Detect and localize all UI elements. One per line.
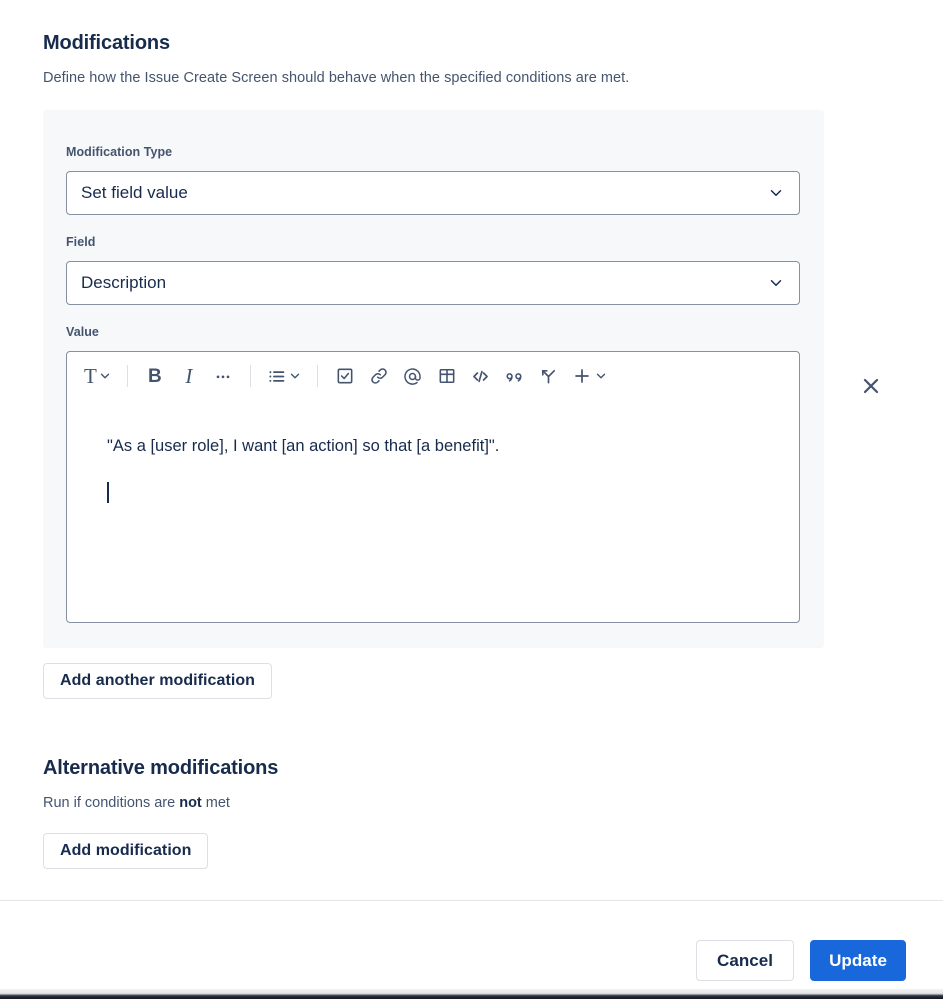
alt-desc-prefix: Run if conditions are xyxy=(43,795,180,811)
rich-text-editor[interactable] xyxy=(66,351,800,623)
toolbar-group-inline-format xyxy=(140,360,238,392)
more-formatting-button[interactable] xyxy=(208,360,238,392)
bold-button[interactable] xyxy=(140,360,170,392)
code-icon xyxy=(470,366,491,387)
quote-icon xyxy=(504,366,525,387)
code-snippet-button[interactable] xyxy=(466,360,496,392)
page-title: Modifications xyxy=(43,32,170,54)
alt-desc-bold: not xyxy=(179,795,202,811)
ellipsis-icon xyxy=(213,366,233,386)
add-another-modification-button[interactable]: Add another modification xyxy=(43,663,272,699)
toolbar-separator xyxy=(250,365,251,387)
chevron-down-icon xyxy=(767,184,785,202)
editor-caret-line xyxy=(107,482,759,508)
table-button[interactable] xyxy=(432,360,462,392)
bold-icon: B xyxy=(147,365,162,387)
editor-paragraph: "As a [user role], I want [an action] so that [a benefit]". xyxy=(107,437,500,455)
branch-button[interactable] xyxy=(534,360,564,392)
chevron-down-icon xyxy=(288,369,302,383)
remove-modification-button[interactable] xyxy=(855,370,887,402)
italic-button[interactable] xyxy=(174,360,204,392)
alternative-modifications-title: Alternative modifications xyxy=(43,757,279,779)
cancel-button[interactable]: Cancel xyxy=(696,940,794,981)
dialog-footer xyxy=(0,901,943,989)
value-label: Value xyxy=(66,325,99,339)
branch-icon xyxy=(538,366,559,387)
bullet-list-icon xyxy=(266,366,287,387)
plus-icon xyxy=(571,365,593,387)
editor-toolbar xyxy=(67,352,799,400)
text-caret xyxy=(107,482,109,503)
chevron-down-icon xyxy=(594,369,608,383)
chevron-down-icon xyxy=(98,369,112,383)
toolbar-separator xyxy=(317,365,318,387)
italic-icon: I xyxy=(185,363,193,388)
table-icon xyxy=(437,366,457,386)
mention-icon xyxy=(402,366,423,387)
modification-type-select[interactable] xyxy=(66,171,800,215)
modification-type-label: Modification Type xyxy=(66,145,173,159)
field-select[interactable] xyxy=(66,261,800,305)
toolbar-group-insert xyxy=(330,360,611,392)
field-value: Description xyxy=(81,273,167,292)
quote-button[interactable] xyxy=(500,360,530,392)
link-button[interactable] xyxy=(364,360,394,392)
toolbar-separator xyxy=(127,365,128,387)
editor-content[interactable] xyxy=(67,400,799,507)
toolbar-group-lists xyxy=(263,360,305,392)
alternative-modifications-description xyxy=(43,795,230,811)
text-style-icon: T xyxy=(84,363,97,388)
toolbar-group-text-style xyxy=(81,360,115,392)
add-modification-button[interactable]: Add modification xyxy=(43,833,208,869)
text-style-button[interactable] xyxy=(81,360,115,392)
alt-desc-suffix: met xyxy=(201,795,230,811)
insert-more-button[interactable] xyxy=(568,360,611,392)
link-icon xyxy=(369,366,389,386)
chevron-down-icon xyxy=(767,274,785,292)
update-button[interactable]: Update xyxy=(810,940,906,981)
modification-type-value: Set field value xyxy=(81,183,188,202)
footer-actions xyxy=(696,940,906,981)
close-icon xyxy=(859,374,883,398)
page-bottom-edge xyxy=(0,989,943,999)
page-description: Define how the Issue Create Screen should behave when the specified conditions are met. xyxy=(43,70,630,86)
checkbox-icon xyxy=(335,366,355,386)
bullet-list-button[interactable] xyxy=(263,360,305,392)
field-label: Field xyxy=(66,235,96,249)
task-list-button[interactable] xyxy=(330,360,360,392)
mention-button[interactable] xyxy=(398,360,428,392)
